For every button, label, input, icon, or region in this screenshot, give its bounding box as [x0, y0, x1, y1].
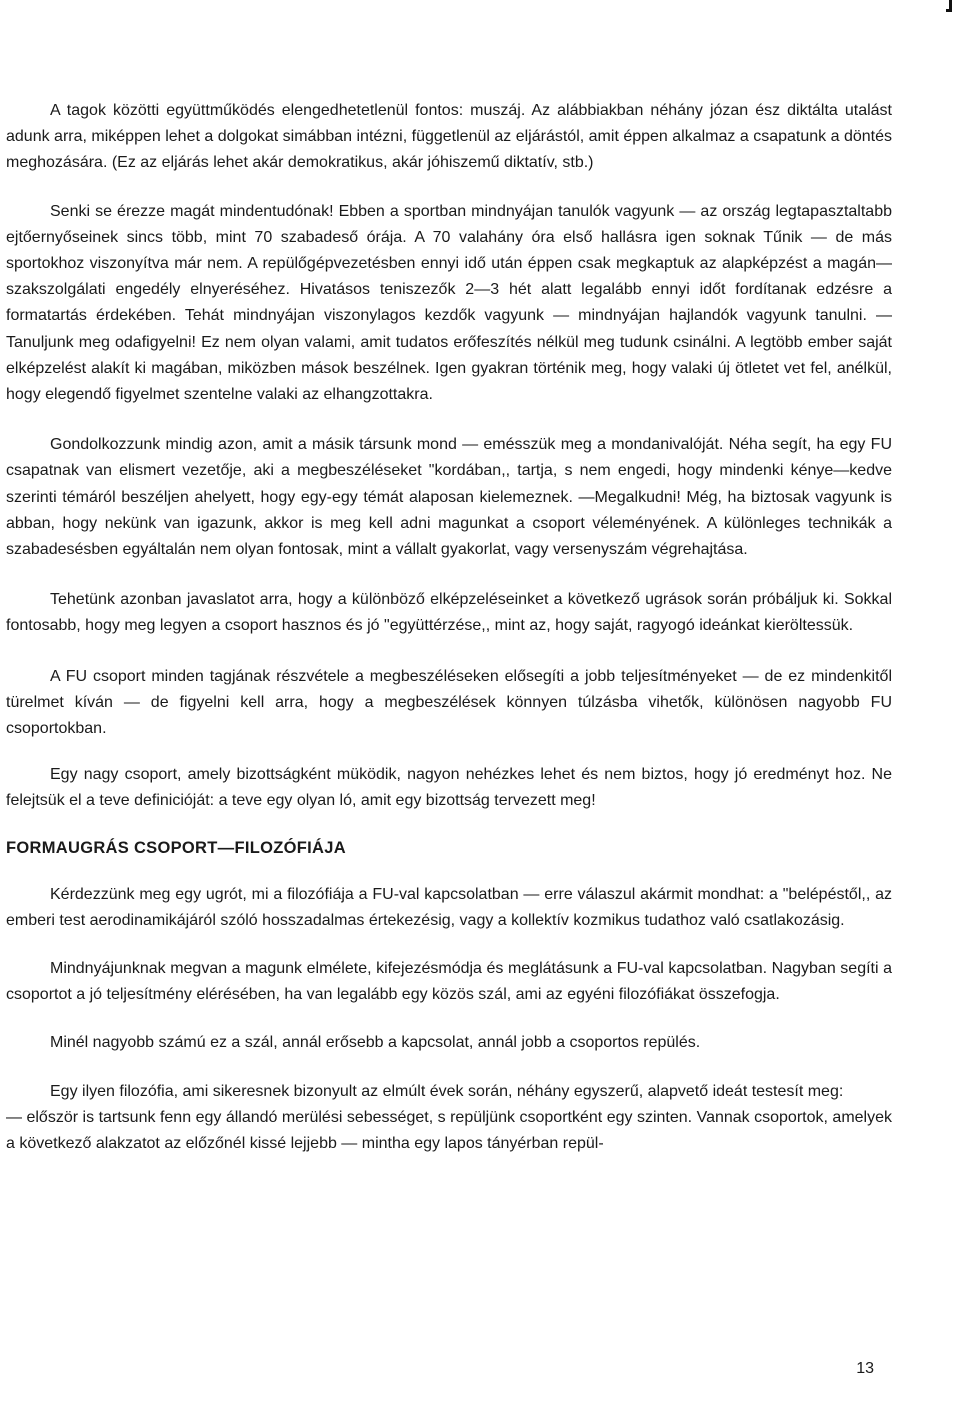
body-text	[6, 98, 892, 1157]
list-item: — először is tartsunk fenn egy állandó merülési sebességet, s repüljünk csoportként egy szinten. Vannak csoportok, amelyek a következő alakzatot az előzőnél kissé lejjebb — mintha egy lapos tányérban repül-	[6, 1108, 892, 1153]
paragraph-committee: Egy nagy csoport, amely bizottságként müködik, nagyon nehézkes lehet és nem biztos, hogy jó eredményt hoz. Ne felejtsük el a teve definicióját: a teve egy olyan ló, amit egy bizottság tervezett meg!	[6, 766, 892, 810]
paragraph-philosophy-question: Kérdezzünk meg egy ugrót, mi a filozófiája a FU-val kapcsolatban — erre válaszul akármit mondhat: a "belépéstől,, az emberi test aerodinamikájáról szóló hosszadalmas értekezésig, vagy a kollektív kozmikus tudathoz való csatlakozásig.	[6, 885, 892, 929]
paragraph-common-thread: Minél nagyobb számú ez a szál, annál erősebb a kapcsolat, annál jobb a csoportos repülés.	[50, 1034, 701, 1052]
corner-mark	[946, 0, 952, 12]
section-heading: FORMAUGRÁS CSOPORT—FILOZÓFIÁJA	[6, 838, 346, 857]
paragraph-suggestions: Tehetünk azonban javaslatot arra, hogy a különböző elképzeléseinket a következő ugrások során próbáljuk ki. Sokkal fontosabb, hogy meg legyen a csoport hasznos és jó "együttérzése,, mint az, hogy saját, ragyogó ideánkat kieröltessük.	[6, 591, 892, 635]
paragraph-learning: Senki se érezze magát mindentudónak! Ebben a sportban mindnyájan tanulók vagyunk — az ország legtapasztaltabb ejtőernyőseinek sincs több, mint 70 szabadeső órája. A 70 valahány óra első hallásra igen soknak Tűnik — de más sportokhoz viszonyítva már nem. A repülőgépvezetésben ennyi idő után éppen csak megkaptuk az alapképzést a magán—szakszolgálati engedély elnyeréséhez. Hivatásos teniszezők 2—3 hét alatt legalább ennyi időt fordítanak edzésre a formatartás érdekében. Tehát mindnyájan viszonylagos kezdők vagyunk — mindnyájan hajlandók vagyunk tanulni. — Tanuljunk meg odafigyelni! Ez nem olyan valami, amit tudatos erőfeszítés nélkül meg tudunk csinálni. A legtöbb ember saját elképzelést alakít ki magában, miközben mások beszélnek. Igen gyakran történik meg, hogy valaki új ötletet vet fel, anélkül, hogy elegendő figyelmet szentelne valaki az elhangzottakra.	[6, 202, 892, 404]
paragraph-listening: Gondolkozzunk mindig azon, amit a másik társunk mond — emésszük meg a mondanivalóját. Néha segít, ha egy FU csapatnak van elismert vezetője, aki a megbeszéléseket "kordában,, tartja, s nem engedi, hogy mindenki kénye—kedve szerinti témáról beszéljen ahelyett, hogy egy-egy témát alaposan kielemeznek. —Megalkudni! Még, ha biztosak vagyunk is abban, hogy nekünk van igazunk, akkor is meg kell adni magunkat a csoport véleményének. A különleges technikák a szabadesésben egyáltalán nem olyan fontosak, mint a vállalt gyakorlat, vagy versenyszám végrehajtása.	[6, 436, 892, 559]
paragraph-cooperation: A tagok közötti együttműködés elengedhetetlenül fontos: muszáj. Az alábbiakban néhány józan ész diktálta utalást adunk arra, miképpen lehet a dolgokat simábban intézni, függetlenül az eljárástól, amit éppen alkalmaz a csapatunk a döntés meghozására. (Ez az eljárás lehet akár demokratikus, akár jóhiszemű diktatív, stb.)	[6, 102, 892, 172]
paragraph-participation: A FU csoport minden tagjának részvétele a megbeszéléseken elősegíti a jobb teljesítményeket — de ez mindenkitől türelmet kíván — de figyelni kell arra, hogy a megbeszélések könnyen túlzásba vihetők, különösen nagyobb FU csoportokban.	[6, 667, 892, 738]
paragraph-philosophy-intro: Egy ilyen filozófia, ami sikeresnek bizonyult az elmúlt évek során, néhány egyszerű, alapvető ideát testesít meg:	[50, 1082, 844, 1100]
page-number: 13	[856, 1360, 874, 1377]
paragraph-own-theory: Mindnyájunknak megvan a magunk elmélete, kifejezésmódja és meglátásunk a FU-val kapcsolatban. Nagyban segíti a csoportot a jó teljesítmény elérésében, ha van legalább egy közös szál, ami az egyéni filozófiákat összefogja.	[6, 960, 892, 1004]
